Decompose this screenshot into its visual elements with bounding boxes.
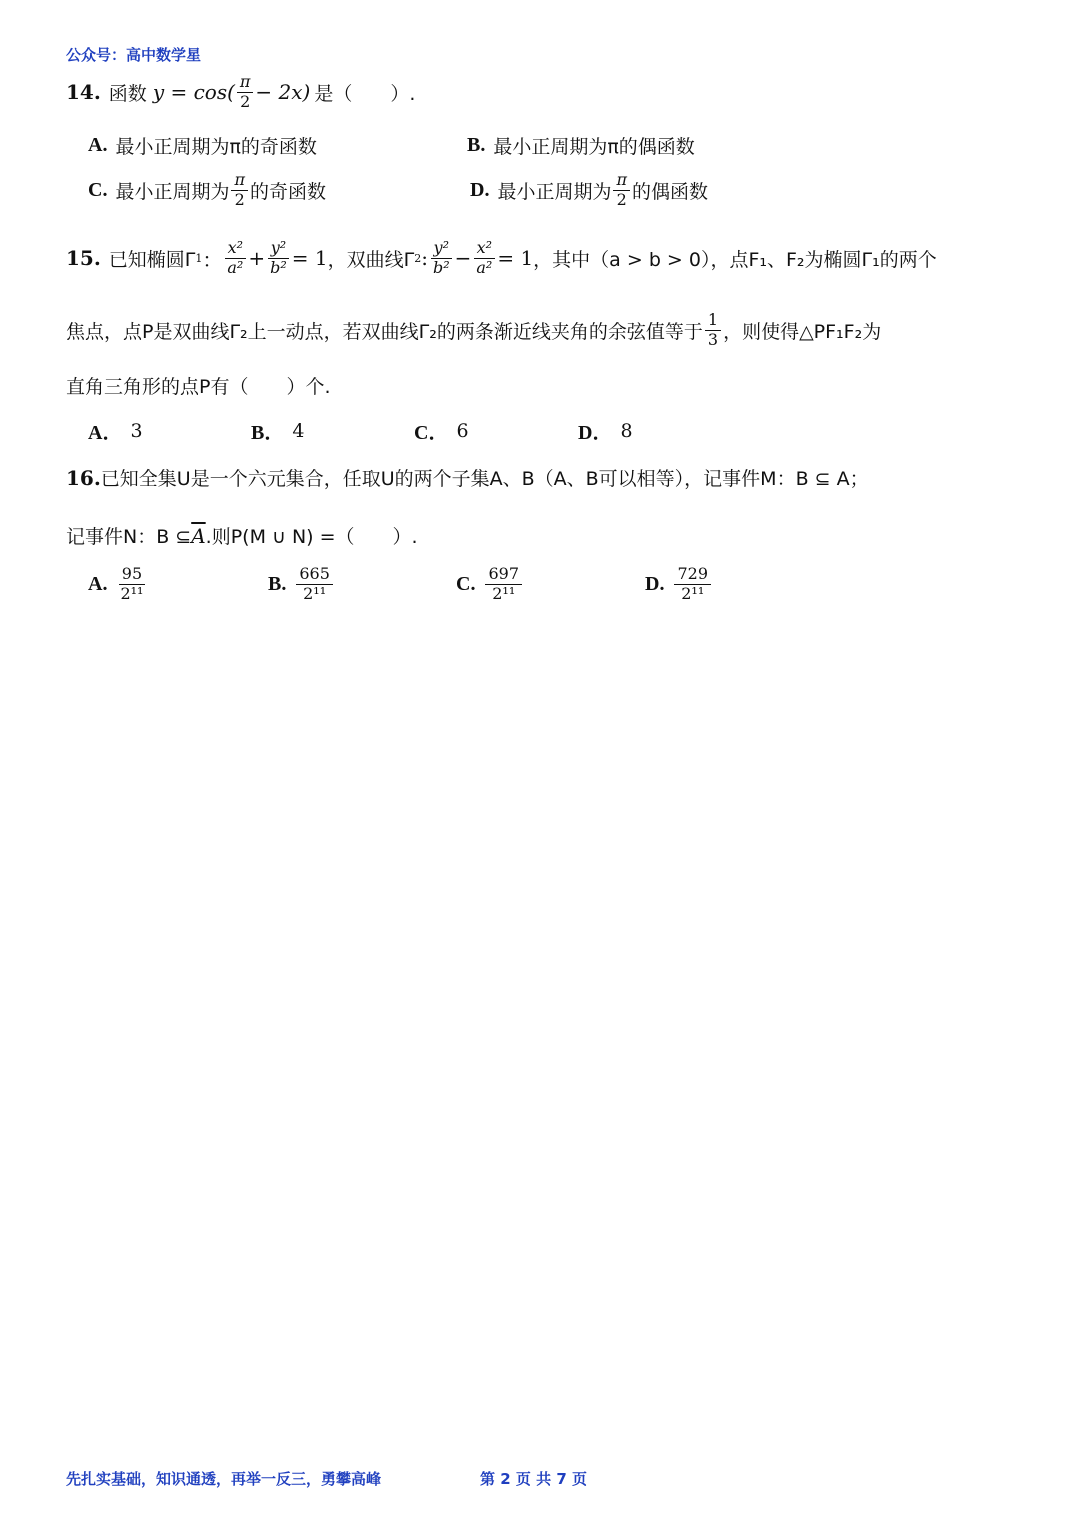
q14-option-b[interactable]: B. 最小正周期为π的偶函数: [467, 134, 695, 158]
question-number: 14.: [66, 80, 101, 105]
question-number: 15.: [66, 246, 101, 271]
q15-option-a[interactable]: A． 3: [88, 419, 143, 444]
question-16-line-2: 记事件N：B ⊆ $\overline{A}$ .则P(M ∪ N) =（ ）.: [66, 523, 418, 548]
fraction: $\frac{1}{3}$: [705, 312, 721, 349]
header-source: 公众号：高中数学星: [66, 46, 202, 64]
fraction: $\frac{665}{\text{2¹¹}}$: [296, 566, 333, 603]
q16-option-a[interactable]: A. $\frac{95}{\text{2¹¹}}$: [88, 566, 148, 603]
q14-option-c[interactable]: C. 最小正周期为 $\frac{\pi}{2}$ 的奇函数: [88, 170, 326, 209]
fraction: $\frac{729}{\text{2¹¹}}$: [674, 566, 711, 603]
q16-option-d[interactable]: D. $\frac{729}{\text{2¹¹}}$: [645, 566, 713, 603]
q15-option-d[interactable]: D． 8: [578, 419, 633, 444]
fraction: $\frac{95}{\text{2¹¹}}$: [120, 564, 144, 603]
question-15-line-2: 焦点，点P是双曲线Γ₂上一动点，若双曲线Γ₂的两条渐近线夹角的余弦值等于 $\frac{1}{3}$ ，则使得△PF₁F₂为: [66, 310, 882, 349]
fraction: $\frac{\text{x²}}{\text{a²}}$: [224, 240, 246, 277]
fraction: $\frac{\text{x²}}{\text{a²}}$: [473, 240, 495, 277]
fraction: $\frac{\pi}{2}$: [231, 172, 248, 209]
question-15-line-1: 15. 已知椭圆Γ 1 ： $\frac{\text{x²}}{\text{a²}}$ + $\frac{\text{y²}}{\text{b²}}$ = 1 ，双曲线Γ 2 : $\frac{\text{y²}}{\text{b²}}$ − $\frac{\text{x²}}{\text{a²}}$ = 1 ，其中（a > b > 0），点F₁、F₂为椭圆Γ₁的两个: [66, 238, 937, 277]
footer-motto: 先扎实基础，知识通透，再举一反三，勇攀高峰: [66, 1470, 382, 1488]
q15-option-b[interactable]: B． 4: [251, 419, 305, 444]
fraction: $\frac{\pi}{2}$: [613, 172, 630, 209]
question-14-stem: 14. 函数 y = cos( $\frac{\pi}{2}$ − 2x) 是（ ）.: [66, 72, 416, 111]
q14-option-d[interactable]: D. 最小正周期为 $\frac{\pi}{2}$ 的偶函数: [470, 170, 708, 209]
question-15-line-3: 直角三角形的点P有（ ）个.: [66, 376, 331, 398]
question-number: 16.: [66, 465, 101, 490]
q15-option-c[interactable]: C． 6: [414, 419, 469, 444]
question-16-line-1: 16. 已知全集U是一个六元集合，任取U的两个子集A、B（A、B可以相等），记事件M：B ⊆ A；: [66, 465, 869, 490]
fraction: $\frac{\text{y²}}{\text{b²}}$: [430, 240, 453, 277]
fraction: $\frac{\pi}{2}$: [237, 74, 254, 111]
q14-option-a[interactable]: A. 最小正周期为π的奇函数: [88, 134, 317, 158]
footer-page-number: 第 2 页 共 7 页: [480, 1470, 587, 1488]
fraction: $\frac{697}{\text{2¹¹}}$: [485, 566, 522, 603]
fraction: $\frac{\text{y²}}{\text{b²}}$: [267, 240, 290, 277]
q16-option-b[interactable]: B. $\frac{665}{\text{2¹¹}}$: [268, 566, 335, 603]
q16-option-c[interactable]: C. $\frac{697}{\text{2¹¹}}$: [456, 566, 524, 603]
